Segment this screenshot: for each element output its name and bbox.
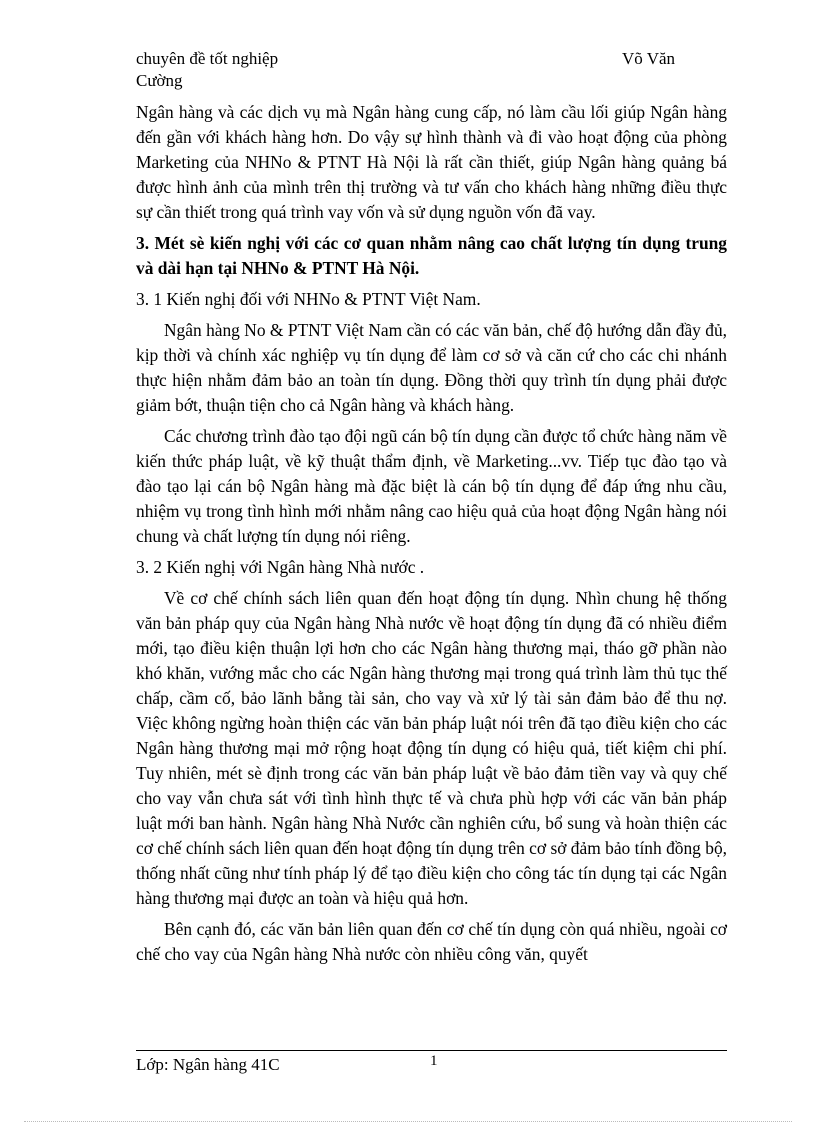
header-topic: chuyên đề tốt nghiệp [136, 49, 279, 68]
paragraph-marketing: Ngân hàng và các dịch vụ mà Ngân hàng cung cấp, nó làm cầu lối giúp Ngân hàng đến gần với khách hàng hơn. Do vậy sự hình thành và đi vào hoạt động của phòng Marketing của NHNo & PTNT Hà Nội là rất cần thiết, giúp Ngân hàng quảng bá được hình ảnh của mình trên thị trường và tư vấn cho khách hàng những điều thực sự cần thiết trong quá trình vay vốn và sử dụng nguồn vốn đã vay. [136, 102, 727, 222]
section-heading-3: 3. Mét sè kiến nghị với các cơ quan nhằm nâng cao chất lượng tín dụng trung và dài hạn tại NHNo & PTNT Hà Nội. [136, 233, 727, 278]
document-body [136, 100, 727, 973]
paragraph-training: Các chương trình đào tạo đội ngũ cán bộ tín dụng cần được tổ chức hàng năm về kiến thức pháp luật, về kỹ thuật thẩm định, về Marketing...vv. Tiếp tục đào tạo và đào tạo lại cán bộ Ngân hàng mà đặc biệt là cán bộ tín dụng để đáp ứng nhu cầu, nhiệm vụ trong tình hình mới nhằm nâng cao hiệu quả của hoạt động Ngân hàng nói chung và chất lượng tín dụng nói riêng. [136, 426, 727, 546]
subheading-3-1: 3. 1 Kiến nghị đối với NHNo & PTNT Việt Nam. [136, 289, 481, 309]
footer-class-label: Lớp: Ngân hàng 41C [136, 1055, 280, 1074]
paragraph-policy: Về cơ chế chính sách liên quan đến hoạt động tín dụng. Nhìn chung hệ thống văn bản pháp quy của Ngân hàng Nhà nước về hoạt động tín dụng đã có nhiều điểm mới, tạo điều kiện thuận lợi hơn cho các Ngân hàng thương mại, tháo gỡ phần nào khó khăn, vướng mắc cho các Ngân hàng thương mại trong quá trình làm thủ tục thế chấp, cầm cố, bảo lãnh bằng tài sản, cho vay và xử lý tài sản đảm bảo để thu nợ. Việc không ngừng hoàn thiện các văn bản pháp luật nói trên đã tạo điều kiện cho các Ngân hàng thương mại mở rộng hoạt động tín dụng có hiệu quả, tiết kiệm chi phí. Tuy nhiên, mét sè định trong các văn bản pháp luật về bảo đảm tiền vay và quy chế cho vay vẫn chưa sát với tình hình thực tế và chưa phù hợp với các văn bản pháp luật mới ban hành. Ngân hàng Nhà Nước cần nghiên cứu, bổ sung và hoàn thiện các cơ chế chính sách liên quan đến hoạt động tín dụng trên cơ sở đảm bảo tính đồng bộ, thống nhất cũng như tính pháp lý để tạo điều kiện cho công tác tín dụng tại các Ngân hàng thương mại được an toàn và hiệu quả hơn. [136, 588, 727, 908]
page-edge-divider [24, 1121, 792, 1122]
page-number: 1 [430, 1053, 438, 1069]
header-author: Võ Văn [622, 49, 676, 68]
subheading-3-2: 3. 2 Kiến nghị với Ngân hàng Nhà nước . [136, 557, 425, 577]
header-author-wrap: Cường [136, 71, 183, 90]
paragraph-regulations: Bên cạnh đó, các văn bản liên quan đến cơ chế tín dụng còn quá nhiều, ngoài cơ chế cho vay của Ngân hàng Nhà nước còn nhiều công văn, quyết [136, 919, 727, 964]
paragraph-guidance: Ngân hàng No & PTNT Việt Nam cần có các văn bản, chế độ hướng dẫn đầy đủ, kịp thời và chính xác nghiệp vụ tín dụng để làm cơ sở và căn cứ cho các chi nhánh thực hiện nhằm đảm bảo an toàn tín dụng. Đồng thời quy trình tín dụng phải được giảm bớt, thuận tiện cho cả Ngân hàng và khách hàng. [136, 320, 727, 415]
footer-divider [136, 1050, 727, 1051]
